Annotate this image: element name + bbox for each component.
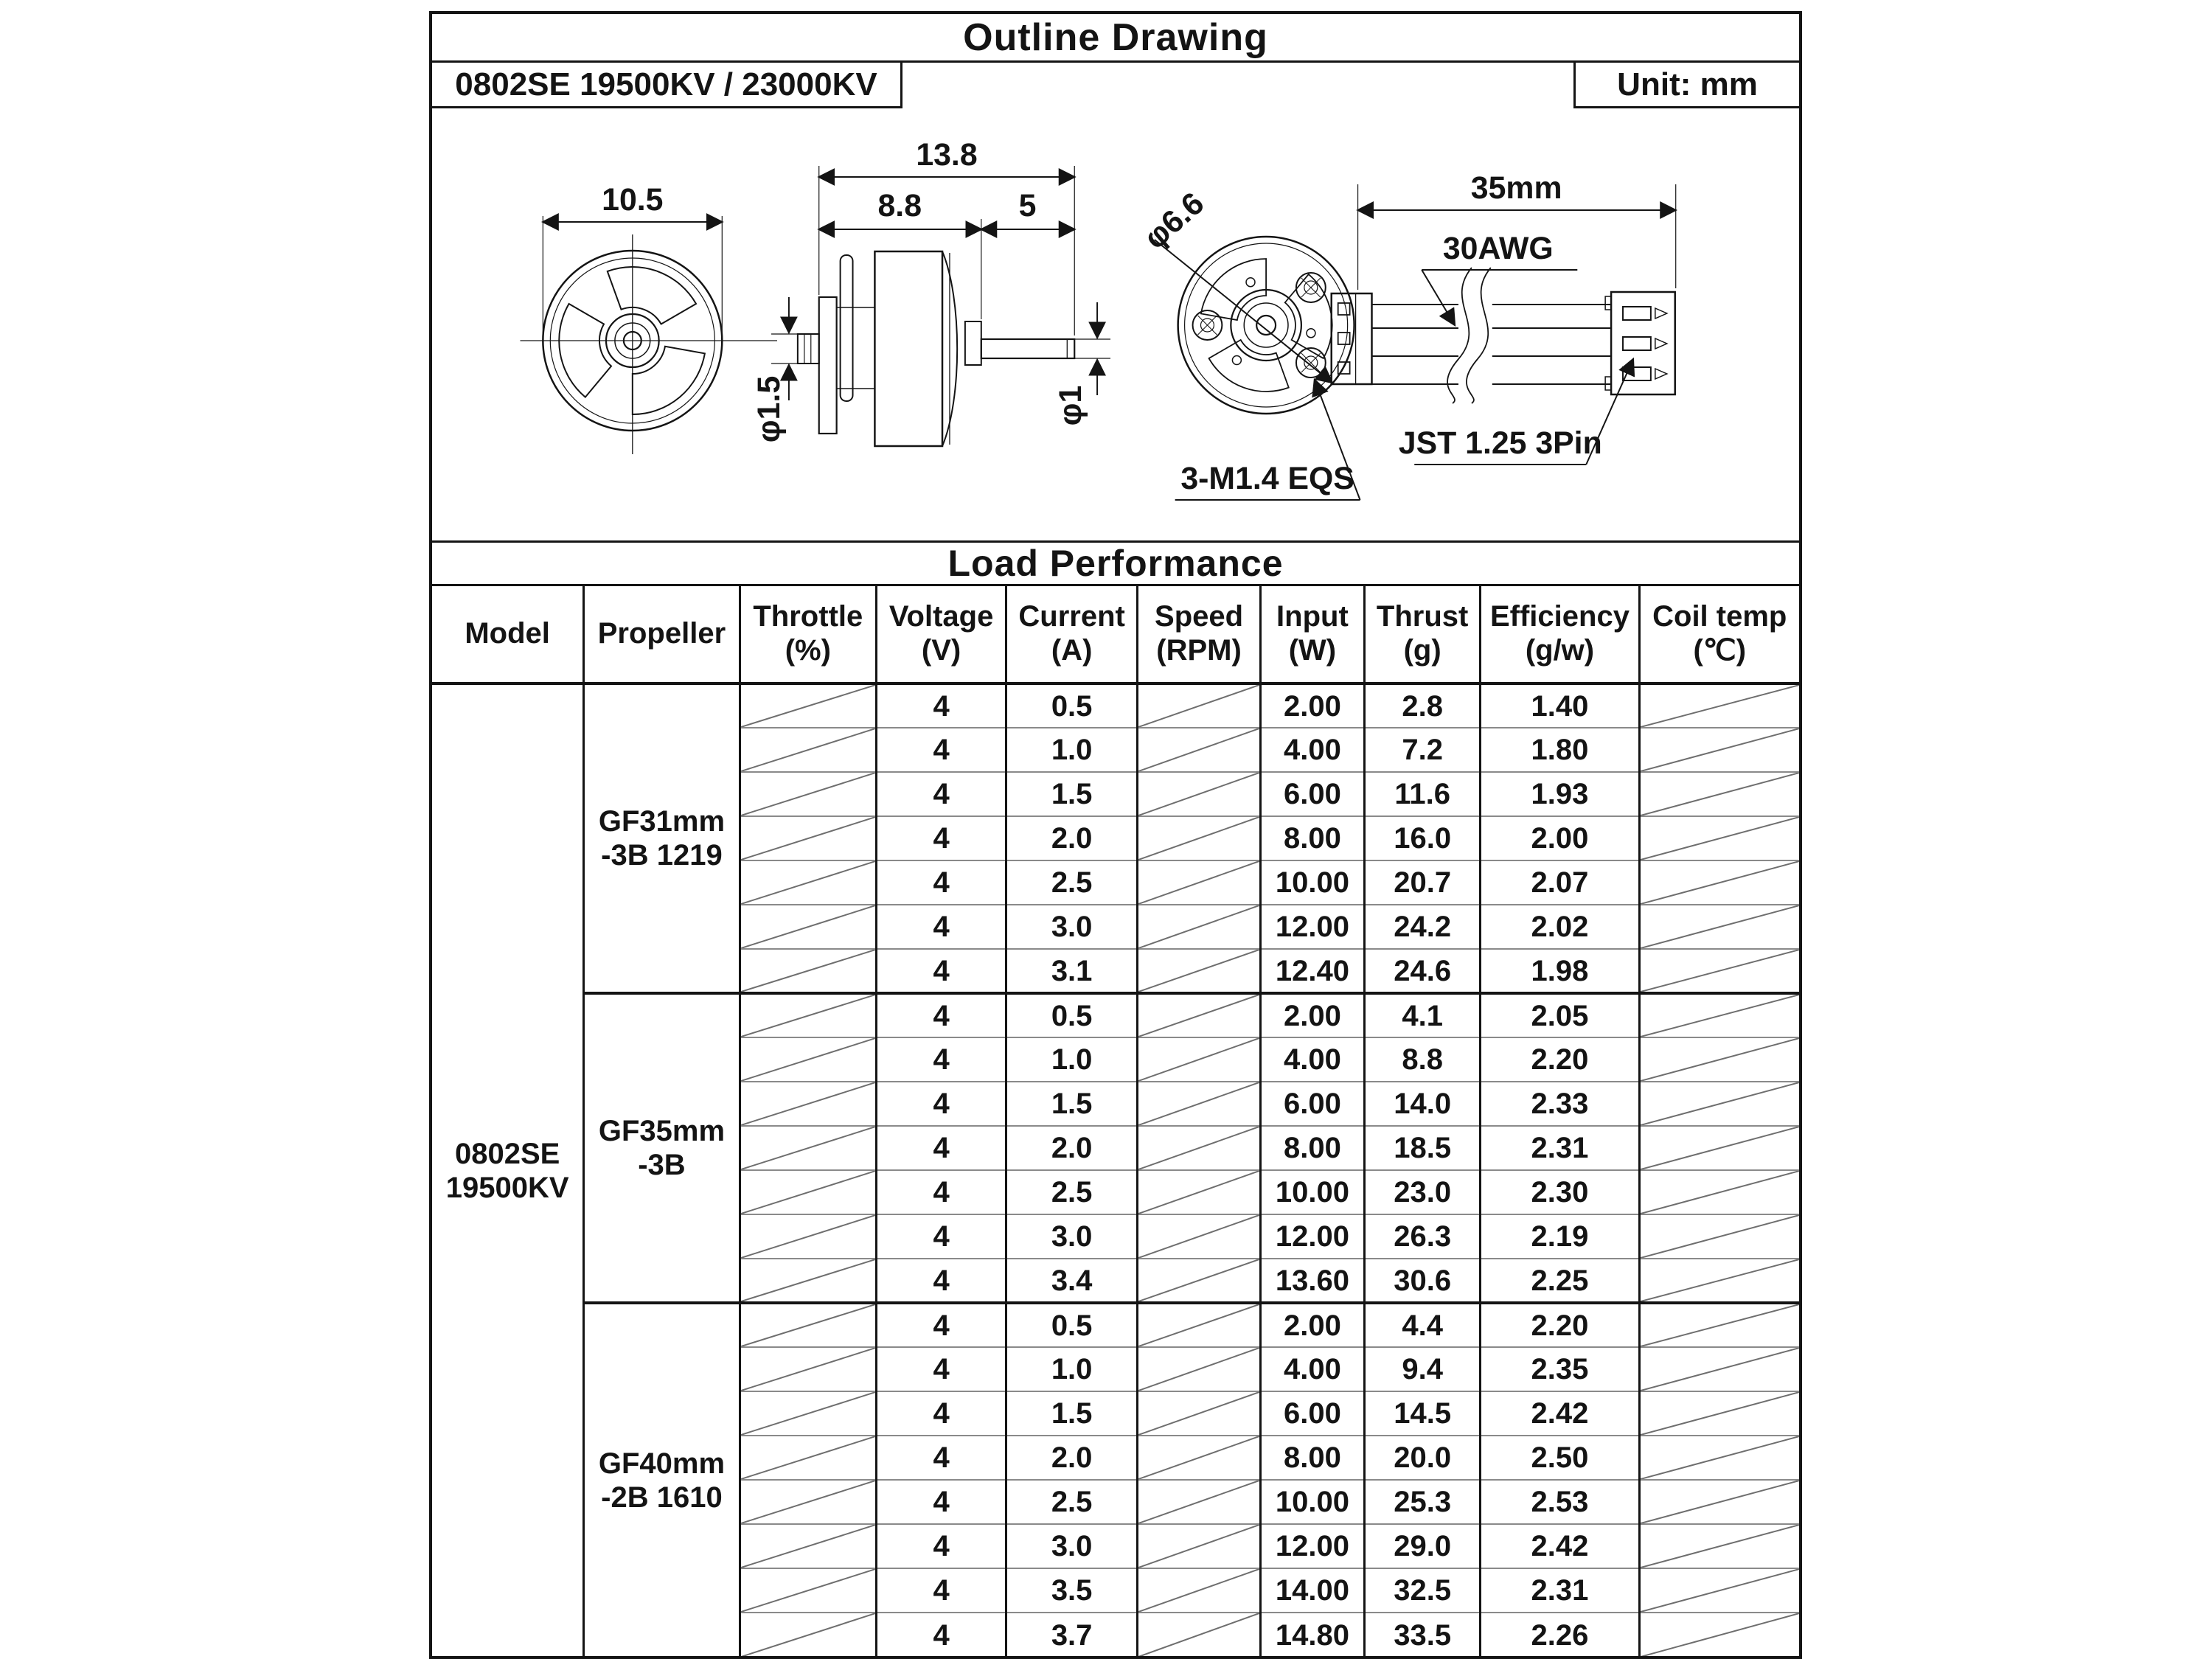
hatch-line [1641,950,1800,992]
input-cell: 10.00 [1260,1480,1364,1524]
speed-hatch-cell [1138,684,1261,728]
current-cell: 1.0 [1006,1347,1138,1391]
coil-temp-hatch-cell [1639,1568,1799,1613]
col-header-current: Current (A) [1006,586,1138,684]
input-cell: 10.00 [1260,1170,1364,1214]
coil-temp-hatch-cell [1639,728,1799,772]
throttle-hatch-cell [740,1303,876,1347]
input-cell: 6.00 [1260,1082,1364,1126]
voltage-cell: 4 [877,1480,1006,1524]
throttle-hatch-cell [740,1391,876,1436]
hatch-line [741,1436,875,1479]
efficiency-cell: 2.02 [1481,905,1639,949]
voltage-cell: 4 [877,1568,1006,1613]
efficiency-cell: 2.05 [1481,993,1639,1037]
col-header-model: Model [432,586,584,684]
speed-hatch-cell [1138,1082,1261,1126]
thrust-cell: 30.6 [1364,1259,1481,1303]
unit-box [1573,63,1799,108]
hatch-line [1641,1171,1800,1214]
thrust-cell: 18.5 [1364,1126,1481,1170]
hatch-line [1138,1259,1259,1301]
speed-hatch-cell [1138,993,1261,1037]
input-cell: 8.00 [1260,1126,1364,1170]
outline-drawing-area [432,63,1799,540]
coil-temp-hatch-cell [1639,1303,1799,1347]
col-header-voltage: Voltage (V) [877,586,1006,684]
thrust-cell: 4.4 [1364,1303,1481,1347]
throttle-hatch-cell [740,1480,876,1524]
model-cell: 0802SE 19500KV [432,684,584,1657]
efficiency-cell: 2.07 [1481,860,1639,905]
speed-hatch-cell [1138,860,1261,905]
throttle-hatch-cell [740,1214,876,1259]
hatch-line [1138,1171,1259,1214]
load-performance-table [432,586,1799,1657]
throttle-hatch-cell [740,772,876,816]
hatch-line [1138,1304,1259,1346]
thrust-cell: 11.6 [1364,772,1481,816]
thrust-cell: 14.5 [1364,1391,1481,1436]
input-cell: 8.00 [1260,1436,1364,1480]
efficiency-cell: 1.93 [1481,772,1639,816]
hatch-line [1641,1127,1800,1169]
throttle-hatch-cell [740,1259,876,1303]
voltage-cell: 4 [877,993,1006,1037]
efficiency-cell: 2.42 [1481,1391,1639,1436]
speed-hatch-cell [1138,1391,1261,1436]
wires [1372,305,1612,384]
hatch-line [741,905,875,948]
speed-hatch-cell [1138,772,1261,816]
label-mount-screws: 3-M1.4 EQS [1180,460,1354,497]
hatch-line [1641,1436,1800,1479]
voltage-cell: 4 [877,905,1006,949]
voltage-cell: 4 [877,1214,1006,1259]
voltage-cell: 4 [877,728,1006,772]
hatch-line [741,861,875,904]
hatch-line [1641,817,1800,860]
current-cell: 3.0 [1006,1214,1138,1259]
hatch-line [1641,1481,1800,1523]
dim-front-width: 10.5 [602,181,664,218]
input-cell: 12.00 [1260,905,1364,949]
voltage-cell: 4 [877,949,1006,993]
voltage-cell: 4 [877,1126,1006,1170]
input-cell: 2.00 [1260,1303,1364,1347]
input-cell: 14.00 [1260,1568,1364,1613]
throttle-hatch-cell [740,1568,876,1613]
throttle-hatch-cell [740,816,876,860]
efficiency-cell: 2.20 [1481,1303,1639,1347]
speed-hatch-cell [1138,905,1261,949]
hatch-line [1641,905,1800,948]
input-cell: 2.00 [1260,684,1364,728]
hatch-line [1641,1038,1800,1081]
col-header-efficiency: Efficiency (g/w) [1481,586,1639,684]
current-cell: 2.5 [1006,1480,1138,1524]
coil-temp-hatch-cell [1639,1170,1799,1214]
current-cell: 0.5 [1006,993,1138,1037]
hatch-line [1138,728,1259,771]
throttle-hatch-cell [740,905,876,949]
hatch-line [1641,1082,1800,1125]
speed-hatch-cell [1138,816,1261,860]
throttle-hatch-cell [740,1613,876,1657]
hatch-line [1138,995,1259,1037]
speed-hatch-cell [1138,1259,1261,1303]
voltage-cell: 4 [877,1524,1006,1568]
input-cell: 14.80 [1260,1613,1364,1657]
input-cell: 4.00 [1260,728,1364,772]
hatch-line [1138,1481,1259,1523]
propeller-cell: GF35mm -3B [584,993,740,1303]
thrust-cell: 7.2 [1364,728,1481,772]
coil-temp-hatch-cell [1639,1214,1799,1259]
thrust-cell: 25.3 [1364,1480,1481,1524]
hatch-line [1641,1613,1800,1657]
input-cell: 6.00 [1260,1391,1364,1436]
table-header-row [432,586,1799,684]
throttle-hatch-cell [740,993,876,1037]
hatch-line [1641,861,1800,904]
speed-hatch-cell [1138,1347,1261,1391]
hatch-line [741,817,875,860]
coil-temp-hatch-cell [1639,1480,1799,1524]
hatch-line [741,1569,875,1612]
efficiency-cell: 2.31 [1481,1126,1639,1170]
coil-temp-hatch-cell [1639,1126,1799,1170]
hatch-line [1138,1348,1259,1391]
throttle-hatch-cell [740,1126,876,1170]
current-cell: 2.0 [1006,1126,1138,1170]
hatch-line [1138,773,1259,815]
hatch-line [741,1215,875,1258]
efficiency-cell: 2.25 [1481,1259,1639,1303]
thrust-cell: 33.5 [1364,1613,1481,1657]
hatch-line [741,685,875,727]
load-table-body [432,684,1799,1657]
current-cell: 2.0 [1006,1436,1138,1480]
label-wire-gauge: 30AWG [1442,230,1554,267]
voltage-cell: 4 [877,1347,1006,1391]
voltage-cell: 4 [877,860,1006,905]
efficiency-cell: 1.80 [1481,728,1639,772]
coil-temp-hatch-cell [1639,860,1799,905]
coil-temp-hatch-cell [1639,905,1799,949]
efficiency-cell: 2.20 [1481,1037,1639,1082]
hatch-line [1138,1038,1259,1081]
propeller-cell: GF40mm -2B 1610 [584,1303,740,1657]
throttle-hatch-cell [740,684,876,728]
coil-temp-hatch-cell [1639,772,1799,816]
dim-side-total-length: 13.8 [916,136,978,173]
hatch-line [1138,1525,1259,1568]
load-performance-title [432,540,1799,586]
input-cell: 4.00 [1260,1037,1364,1082]
hatch-line [1138,817,1259,860]
hatch-line [1138,1569,1259,1612]
current-cell: 1.0 [1006,728,1138,772]
coil-temp-hatch-cell [1639,993,1799,1037]
propeller-cell: GF31mm -3B 1219 [584,684,740,993]
unit-text: Unit: mm [1617,66,1758,102]
hatch-line [741,1348,875,1391]
coil-temp-hatch-cell [1639,949,1799,993]
hatch-line [1641,1215,1800,1258]
current-cell: 2.5 [1006,860,1138,905]
coil-temp-hatch-cell [1639,1436,1799,1480]
efficiency-cell: 2.33 [1481,1082,1639,1126]
coil-temp-hatch-cell [1639,1082,1799,1126]
throttle-hatch-cell [740,728,876,772]
throttle-hatch-cell [740,1170,876,1214]
speed-hatch-cell [1138,1303,1261,1347]
speed-hatch-cell [1138,728,1261,772]
hatch-line [1138,685,1259,727]
voltage-cell: 4 [877,1436,1006,1480]
throttle-hatch-cell [740,1524,876,1568]
hatch-line [1138,1082,1259,1125]
efficiency-cell: 1.40 [1481,684,1639,728]
outline-drawing-figure [432,63,1799,540]
dim-shaft-dia-left: φ1.5 [751,375,787,443]
voltage-cell: 4 [877,816,1006,860]
throttle-hatch-cell [740,1082,876,1126]
hatch-line [1138,1392,1259,1435]
input-cell: 13.60 [1260,1259,1364,1303]
hatch-line [1138,1215,1259,1258]
speed-hatch-cell [1138,1170,1261,1214]
current-cell: 1.0 [1006,1037,1138,1082]
model-variant-box [432,63,902,108]
hatch-line [1641,728,1800,771]
thrust-cell: 32.5 [1364,1568,1481,1613]
outline-drawing-title [432,14,1799,63]
input-cell: 6.00 [1260,772,1364,816]
label-connector: JST 1.25 3Pin [1398,425,1602,462]
current-cell: 3.1 [1006,949,1138,993]
input-cell: 8.00 [1260,816,1364,860]
thrust-cell: 2.8 [1364,684,1481,728]
thrust-cell: 16.0 [1364,816,1481,860]
hatch-line [741,1171,875,1214]
hatch-line [1641,1525,1800,1568]
hatch-line [1641,685,1800,727]
hatch-line [1138,905,1259,948]
table-row [432,993,1799,1037]
current-cell: 3.0 [1006,1524,1138,1568]
hatch-line [1138,861,1259,904]
efficiency-cell: 2.00 [1481,816,1639,860]
voltage-cell: 4 [877,1391,1006,1436]
hatch-line [1641,1392,1800,1435]
hatch-line [1641,995,1800,1037]
speed-hatch-cell [1138,1436,1261,1480]
efficiency-cell: 2.53 [1481,1480,1639,1524]
voltage-cell: 4 [877,1082,1006,1126]
hatch-line [1641,1259,1800,1301]
input-cell: 2.00 [1260,993,1364,1037]
voltage-cell: 4 [877,1170,1006,1214]
speed-hatch-cell [1138,1613,1261,1657]
thrust-cell: 24.2 [1364,905,1481,949]
dim-side-shaft-length: 5 [1018,187,1037,224]
input-cell: 12.00 [1260,1214,1364,1259]
dim-boss-dia: φ6.6 [1137,185,1211,257]
efficiency-cell: 2.50 [1481,1436,1639,1480]
thrust-cell: 4.1 [1364,993,1481,1037]
speed-hatch-cell [1138,1480,1261,1524]
current-cell: 3.0 [1006,905,1138,949]
efficiency-cell: 2.35 [1481,1347,1639,1391]
coil-temp-hatch-cell [1639,684,1799,728]
speed-hatch-cell [1138,1568,1261,1613]
thrust-cell: 29.0 [1364,1524,1481,1568]
coil-temp-hatch-cell [1639,816,1799,860]
thrust-cell: 24.6 [1364,949,1481,993]
efficiency-cell: 2.31 [1481,1568,1639,1613]
hatch-line [741,1525,875,1568]
hatch-line [1641,773,1800,815]
input-cell: 12.40 [1260,949,1364,993]
col-header-throttle: Throttle (%) [740,586,876,684]
hatch-line [1641,1304,1800,1346]
throttle-hatch-cell [740,860,876,905]
thrust-cell: 20.0 [1364,1436,1481,1480]
hatch-line [741,1304,875,1346]
coil-temp-hatch-cell [1639,1524,1799,1568]
hatch-line [741,995,875,1037]
dim-shaft-dia-tip: φ1 [1053,385,1089,426]
hatch-line [1641,1569,1800,1612]
efficiency-cell: 2.30 [1481,1170,1639,1214]
thrust-cell: 26.3 [1364,1214,1481,1259]
hatch-line [1138,950,1259,992]
hatch-line [1138,1127,1259,1169]
hatch-line [1641,1348,1800,1391]
speed-hatch-cell [1138,949,1261,993]
hatch-line [1138,1613,1259,1657]
col-header-thrust: Thrust (g) [1364,586,1481,684]
efficiency-cell: 2.26 [1481,1613,1639,1657]
efficiency-cell: 1.98 [1481,949,1639,993]
voltage-cell: 4 [877,1613,1006,1657]
voltage-cell: 4 [877,684,1006,728]
coil-temp-hatch-cell [1639,1347,1799,1391]
coil-temp-hatch-cell [1639,1037,1799,1082]
current-cell: 3.7 [1006,1613,1138,1657]
current-cell: 1.5 [1006,1391,1138,1436]
thrust-cell: 20.7 [1364,860,1481,905]
speed-hatch-cell [1138,1037,1261,1082]
throttle-hatch-cell [740,1037,876,1082]
table-row [432,1303,1799,1347]
efficiency-cell: 2.19 [1481,1214,1639,1259]
front-view [520,216,776,454]
col-header-coil-temp: Coil temp (℃) [1639,586,1799,684]
throttle-hatch-cell [740,1436,876,1480]
speed-hatch-cell [1138,1126,1261,1170]
col-header-input: Input (W) [1260,586,1364,684]
coil-temp-hatch-cell [1639,1613,1799,1657]
speed-hatch-cell [1138,1214,1261,1259]
dim-side-body-length: 8.8 [877,187,922,224]
input-cell: 4.00 [1260,1347,1364,1391]
current-cell: 0.5 [1006,684,1138,728]
current-cell: 3.5 [1006,1568,1138,1613]
current-cell: 3.4 [1006,1259,1138,1303]
hatch-line [741,728,875,771]
voltage-cell: 4 [877,1037,1006,1082]
table-row [432,684,1799,728]
throttle-hatch-cell [740,949,876,993]
hatch-line [741,1481,875,1523]
voltage-cell: 4 [877,1303,1006,1347]
current-cell: 2.5 [1006,1170,1138,1214]
thrust-cell: 14.0 [1364,1082,1481,1126]
outline-title-text: Outline Drawing [963,15,1268,59]
load-title-text: Load Performance [947,543,1284,584]
hatch-line [1138,1436,1259,1479]
col-header-propeller: Propeller [584,586,740,684]
hatch-line [741,1082,875,1125]
current-cell: 1.5 [1006,772,1138,816]
coil-temp-hatch-cell [1639,1259,1799,1303]
current-cell: 0.5 [1006,1303,1138,1347]
input-cell: 10.00 [1260,860,1364,905]
current-cell: 1.5 [1006,1082,1138,1126]
efficiency-cell: 2.42 [1481,1524,1639,1568]
thrust-cell: 9.4 [1364,1347,1481,1391]
voltage-cell: 4 [877,1259,1006,1303]
voltage-cell: 4 [877,772,1006,816]
outer-frame [429,11,1802,1659]
hatch-line [741,1038,875,1081]
hatch-line [741,950,875,992]
thrust-cell: 8.8 [1364,1037,1481,1082]
hatch-line [741,1127,875,1169]
dim-cable-length: 35mm [1470,170,1562,206]
hatch-line [741,1613,875,1657]
col-header-speed: Speed (RPM) [1138,586,1261,684]
throttle-hatch-cell [740,1347,876,1391]
model-variant-text: 0802SE 19500KV / 23000KV [455,66,877,102]
hatch-line [741,773,875,815]
input-cell: 12.00 [1260,1524,1364,1568]
coil-temp-hatch-cell [1639,1391,1799,1436]
hatch-line [741,1259,875,1301]
thrust-cell: 23.0 [1364,1170,1481,1214]
hatch-line [741,1392,875,1435]
current-cell: 2.0 [1006,816,1138,860]
speed-hatch-cell [1138,1524,1261,1568]
